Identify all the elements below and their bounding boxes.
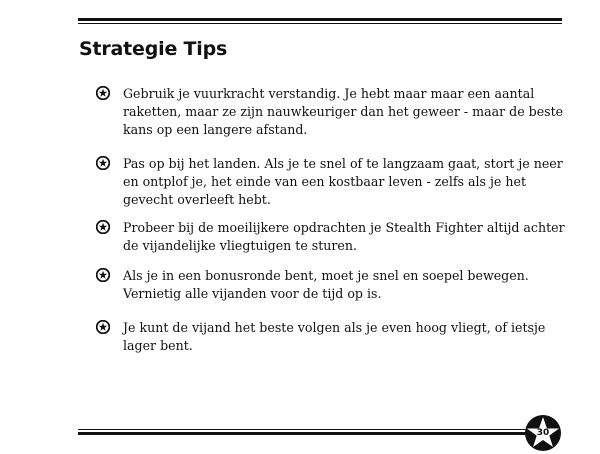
- bottom-rule: [78, 429, 526, 435]
- list-item: [96, 319, 566, 359]
- list-item: [96, 219, 566, 267]
- circled-star-icon: [96, 220, 110, 234]
- page-title: Strategie Tips: [79, 38, 228, 60]
- top-rule: [78, 18, 562, 24]
- circled-star-icon: [96, 268, 110, 282]
- circled-star-icon: [96, 320, 110, 334]
- list-item: [96, 85, 566, 155]
- tip-text: Probeer bij de moeilijkere opdrachten je Stealth Fighter altijd achter de vijandelijke vliegtuigen te sturen.: [123, 220, 565, 253]
- circled-star-icon: [96, 156, 110, 170]
- circled-star-icon: [96, 86, 110, 100]
- tip-text: Als je in een bonusronde bent, moet je snel en soepel bewegen. Vernietig alle vijanden voor de tijd op is.: [123, 268, 529, 301]
- list-item: [96, 155, 566, 219]
- tip-text: Pas op bij het landen. Als je te snel of te langzaam gaat, stort je neer en ontplof je, het einde van een kostbaar leven - zelfs als je het gevecht overleeft hebt.: [123, 156, 563, 207]
- list-item: [96, 267, 566, 319]
- tip-text: Gebruik je vuurkracht verstandig. Je hebt maar maar een aantal raketten, maar ze zijn nauwkeuriger dan het geweer - maar de beste kans op een langere afstand.: [123, 86, 564, 137]
- tips-list: [96, 85, 566, 359]
- tip-text: Je kunt de vijand het beste volgen als je even hoog vliegt, of ietsje lager bent.: [123, 320, 546, 353]
- page-number: 30: [536, 428, 550, 438]
